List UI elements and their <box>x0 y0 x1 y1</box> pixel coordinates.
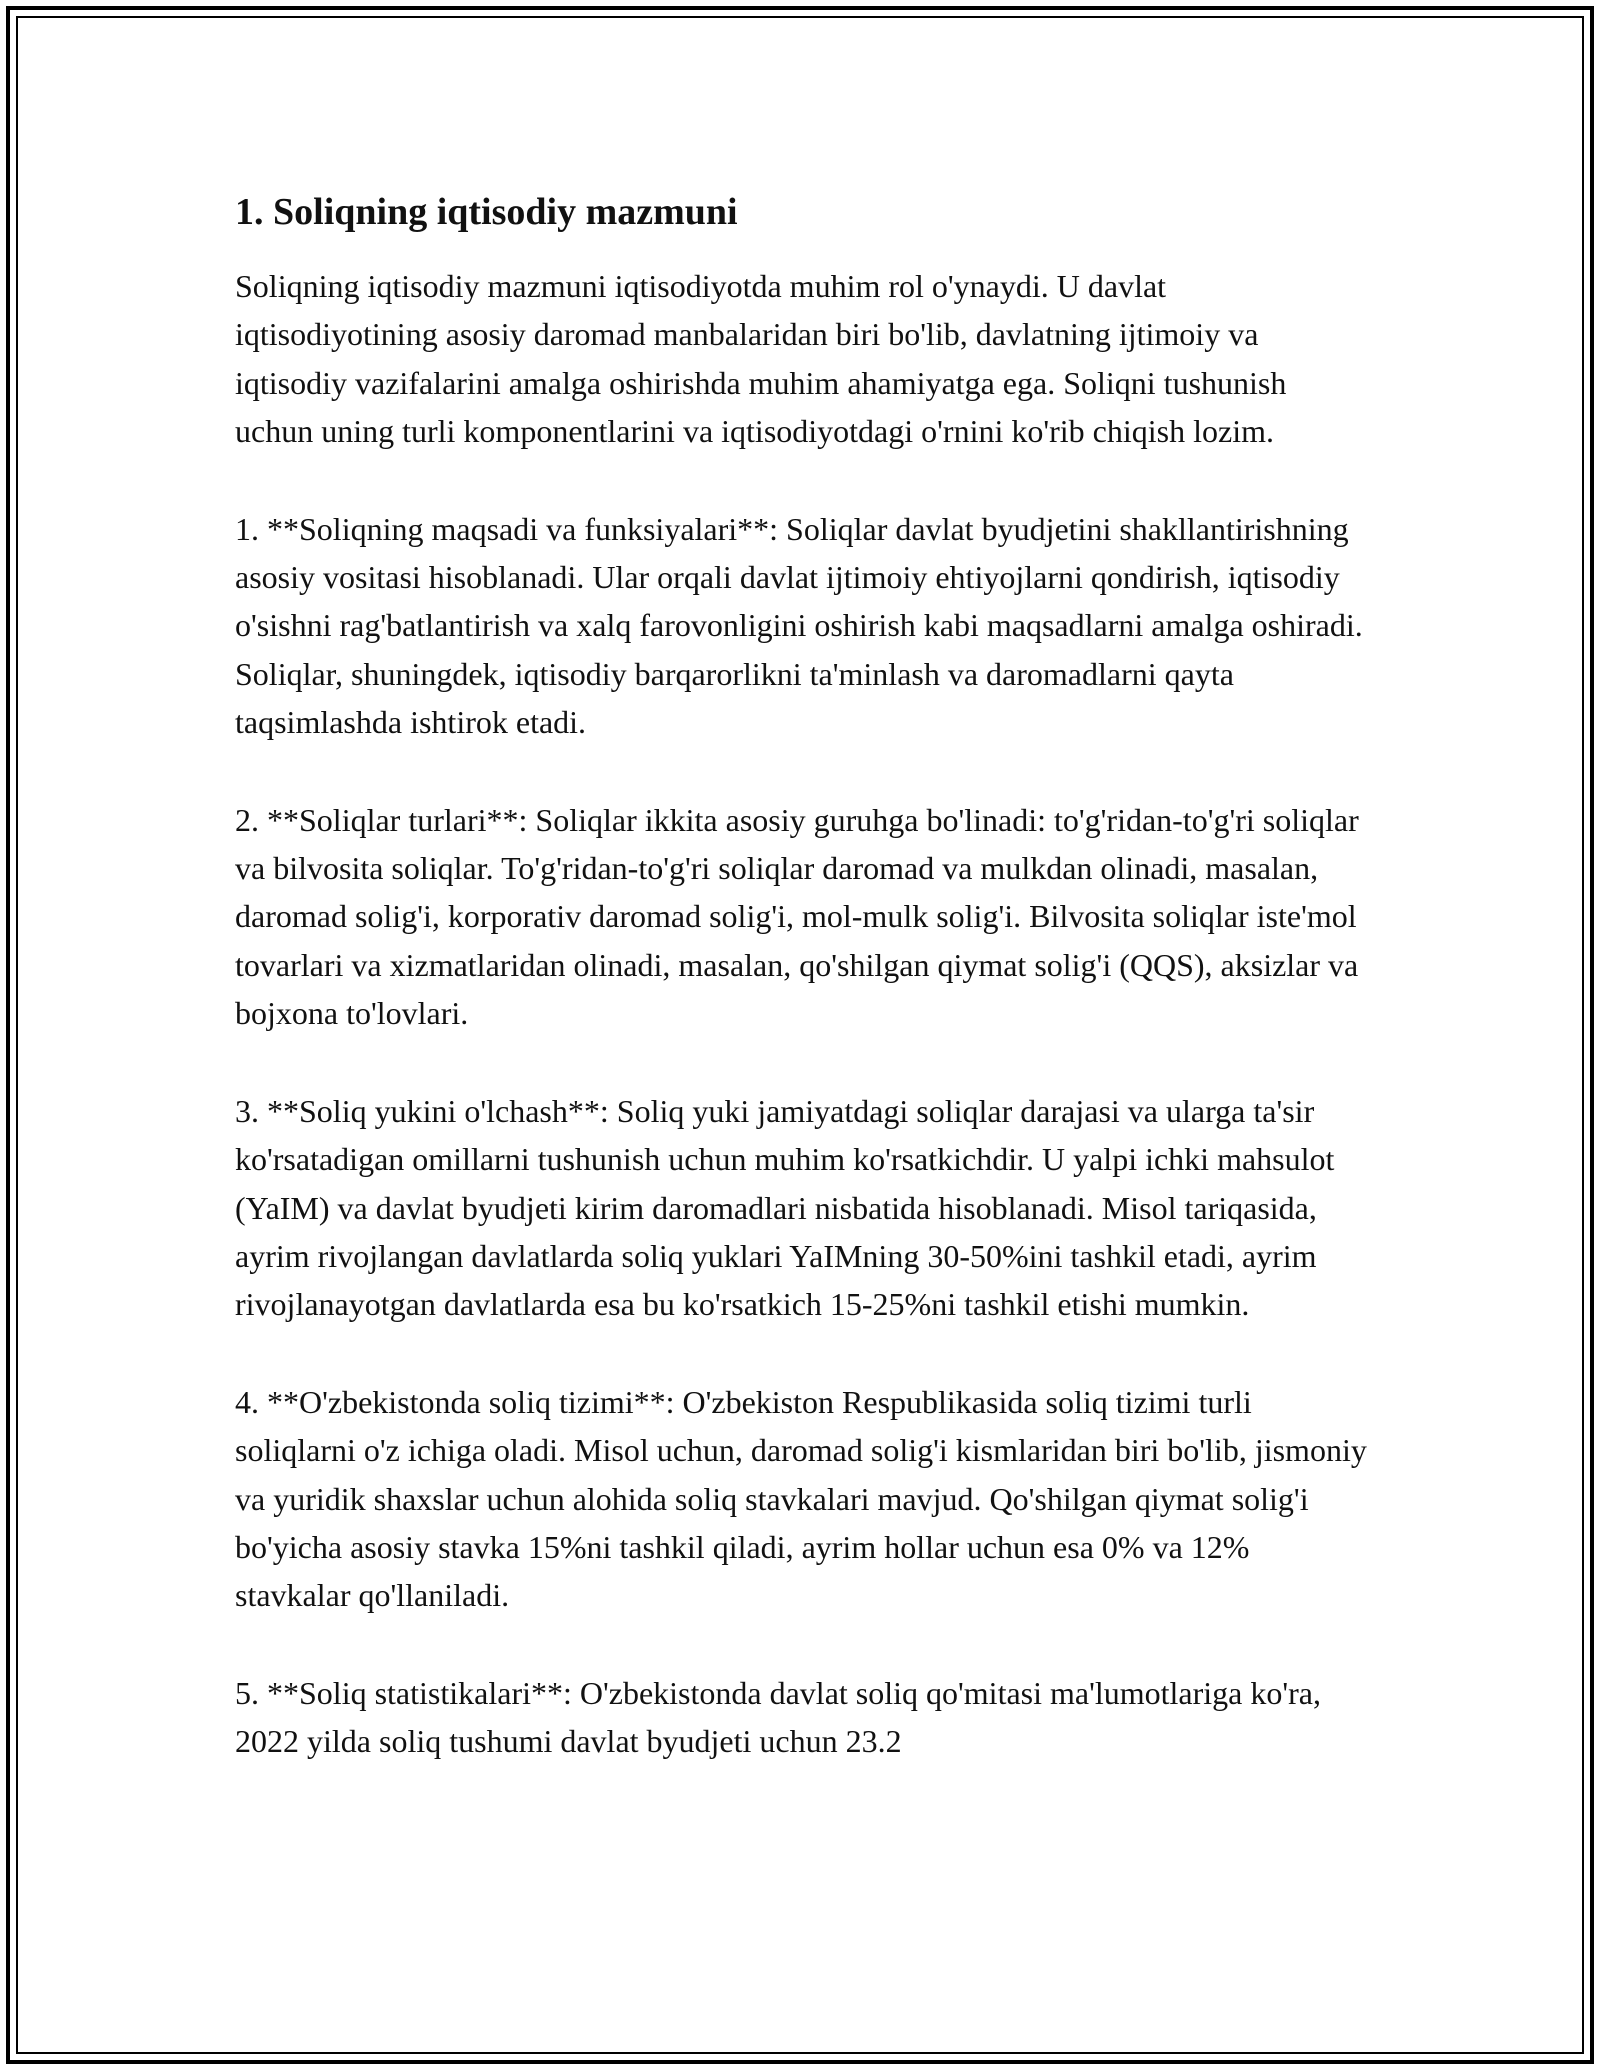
paragraph-tax-statistics: 5. **Soliq statistikalari**: O'zbekistonda davlat soliq qo'mitasi ma'lumotlariga ko'ra, 2022 yilda soliq tushumi davlat byudjeti uchun 23.2 <box>235 1674 1321 1760</box>
paragraph-uzbek-tax-system: 4. **O'zbekistonda soliq tizimi**: O'zbekiston Respublikasida soliq tizimi turli soliqlarni o'z ichiga oladi. Misol uchun, daromad solig'i kismlaridan biri bo'lib, jismoniy va yuridik shaxslar uchun alohida soliq stavkalari mavjud. Qo'shilgan qiymat solig'i bo'yicha asosiy stavka 15%ni tashkil qiladi, ayrim hollar uchun esa 0% va 12% stavkalar qo'llaniladi. <box>235 1383 1367 1614</box>
intro-paragraph: Soliqning iqtisodiy mazmuni iqtisodiyotda muhim rol o'ynaydi. U davlat iqtisodiyotining asosiy daromad manbalaridan biri bo'lib, davlatning ijtimoiy va iqtisodiy vazifalarini amalga oshirishda muhim ahamiyatga ega. Soliqni tushunish uchun uning turli komponentlarini va iqtisodiyotdagi o'rnini ko'rib chiqish lozim. <box>235 268 1287 450</box>
section-heading: 1. Soliqning iqtisodiy mazmuni <box>235 191 738 233</box>
paragraph-tax-types: 2. **Soliqlar turlari**: Soliqlar ikkita asosiy guruhga bo'linadi: to'g'ridan-to'g'ri soliqlar va bilvosita soliqlar. To'g'ridan-to'g'ri soliqlar daromad va mulkdan olinadi, masalan, daromad solig'i, korporativ daromad solig'i, mol-mulk solig'i. Bilvosita soliqlar iste'mol tovarlari va xizmatlaridan olinadi, masalan, qo'shilgan qiymat solig'i (QQS), aksizlar va bojxona to'lovlari. <box>235 801 1359 1032</box>
paragraph-tax-burden: 3. **Soliq yukini o'lchash**: Soliq yuki jamiyatdagi soliqlar darajasi va ularga ta'sir ko'rsatadigan omillarni tushunish uchun muhim ko'rsatkichdir. U yalpi ichki mahsulot (YaIM) va davlat byudjeti kirim daromadlari nisbatida hisoblanadi. Misol tariqasida, ayrim rivojlangan davlatlarda soliq yuklari YaIMning 30-50%ini tashkil etadi, ayrim rivojlanayotgan davlatlarda esa bu ko'rsatkich 15-25%ni tashkil etishi mumkin. <box>235 1092 1335 1323</box>
document-body <box>235 188 1370 1815</box>
paragraph-tax-purpose: 1. **Soliqning maqsadi va funksiyalari**: Soliqlar davlat byudjetini shakllantirishning asosiy vositasi hisoblanadi. Ular orqali davlat ijtimoiy ehtiyojlarni qondirish, iqtisodiy o'sishni rag'batlantirish va xalq farovonligini oshirish kabi maqsadlarni amalga oshiradi. Soliqlar, shuningdek, iqtisodiy barqarorlikni ta'minlash va daromadlarni qayta taqsimlashda ishtirok etadi. <box>235 510 1363 741</box>
